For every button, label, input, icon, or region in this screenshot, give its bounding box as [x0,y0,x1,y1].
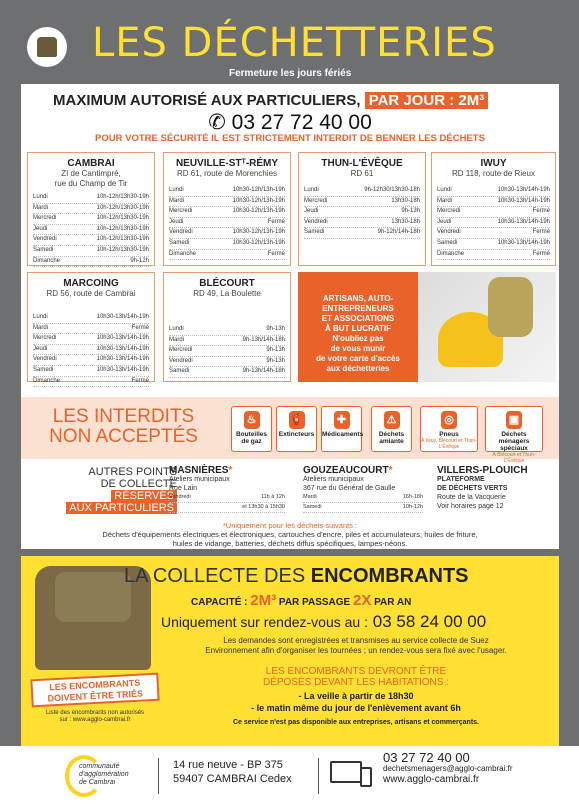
hours-row: Samedi 10h-12h/13h30-19h [33,246,149,257]
forbidden-label: LES INTERDITS NON ACCEPTÉS [49,406,198,447]
collection-title: LA COLLECTE DES ENCOMBRANTS [124,565,469,587]
site-hours [33,193,149,267]
footer [0,746,579,807]
collection-point: MASNIÈRES* Ateliers municipaux Rue Lain Vendredi 11h à 12h et 13h30 à 15h30 [169,466,285,513]
page-title: LES DÉCHETTERIES [92,20,497,66]
hours-row: Mercredi 13h30-18h [304,197,420,208]
capacity-line: CAPACITÉ : 2M³ PAR PASSAGE 2X PAR AN [191,592,412,609]
page-subtitle: Fermeture les jours fériés [229,68,352,79]
divider [318,758,319,794]
service-note: Ce service n'est pas disponible aux entreprises, artisans et commerçants. [233,719,479,726]
sorting-sticker: LES ENCOMBRANTS DOIVENT ÊTRE TRIÉS [30,673,159,708]
hours-row: Mercredi 10h30-12h/13h-19h [169,207,285,218]
hours-row: Dimanche Fermé [437,250,550,261]
hours-row: Mercredi Fermé [437,207,550,218]
site-card-iwuy [431,152,556,266]
phone-number[interactable]: ✆ 03 27 72 40 00 [208,111,372,134]
hours-row: Vendredi 9h-13h [169,357,285,368]
forbidden-item: 🧯 Extincteurs [276,406,317,452]
hours-row: Vendredi 10h30-13h/14h-19h [33,355,149,366]
forbidden-item-icon: ◎ [441,411,457,429]
hours-row: Jeudi 10h30-13h/14h-19h [437,218,550,229]
hours-row: Lundi 9h-12h30/13h30-18h [304,186,420,197]
forbidden-item-icon: ✚ [334,411,350,429]
site-name: NEUVILLE-STᵀ-RÉMY [175,158,279,169]
hours-row: Vendredi 11h à 12h [169,493,285,503]
footer-email[interactable]: dechetsmenagers@agglo-cambrai.fr [383,764,513,773]
site-hours [33,313,149,387]
hours-row: Vendredi 13h30-18h [304,218,420,229]
appointment-phone[interactable]: 03 58 24 00 00 [372,612,487,631]
site-card-bl-court [163,272,291,382]
artisans-notice: ARTISANS, AUTO- ENTREPRENEURS ET ASSOCIATIONS À BUT LUCRATIF N'oubliez pas de vous munir de votre carte d'accès aux déchetteries [298,272,418,382]
hours-row: Lundi 10h30-13h/14h-19h [33,313,149,324]
hours-row: Lundi 10h30-13h/14h-19h [437,186,550,197]
address: 14 rue neuve - BP 375 59407 CAMBRAI Cedex [173,759,292,785]
site-name: BLÉCOURT [199,278,255,289]
site-address: RD 61 [350,169,374,178]
divider [158,758,159,794]
header [0,0,579,84]
contact-info [383,752,513,785]
site-hours [437,186,550,260]
site-address: RD 118, route de Rieux [451,169,535,178]
hours-row: Dimanche 9h-12h [33,257,149,268]
footer-phone[interactable]: 03 27 72 40 00 [383,750,470,765]
forbidden-item: ▣ Déchets ménagers spéciaux À Blécourt et Thun-L'Évêque [485,406,543,452]
forbidden-item: ♨ Bouteilles de gaz [231,406,272,452]
deposit-times: - La veille à partir de 18h30 - le matin même du jour de l'enlèvement avant 6h [251,691,461,713]
hours-row: Dimanche Fermé [169,250,285,261]
hours-row: Mardi 10h-12h/13h30-19h [33,204,149,215]
site-name: IWUY [480,158,507,169]
site-card-marcoing [27,272,155,382]
restricted-waste-note: *Uniquement pour les déchets suivants : Déchets d'équipements électriques et électroniques, cartouches d'encre, piles et accumulateurs, huiles de friture, huiles de vidange, batteries, déchets diffus spécifiques, lampes-néons. [102,521,478,548]
forbidden-item: ⚠ Déchets amiante [371,406,412,452]
site-address: RD 49, La Boulette [193,289,261,298]
requests-text: Les demandes sont enregistrées et transmises au service collecte de Suez Environnement afin d'organiser les tournées ; un rendez-vous sera fixé avec l'usager. [205,636,507,655]
worker-photo [418,272,556,382]
hours-row: Mardi 16h-18h [303,493,423,503]
site-name: THUN-L'ÉVÊQUE [321,158,403,169]
devices-icon [330,761,372,789]
hours-row: Vendredi 10h-12h/13h30-19h [33,235,149,246]
hours-row: Mardi 10h30-12h/13h-19h [169,197,285,208]
hours-row: Samedi 10h30-12h/13h-19h [169,239,285,250]
hours-row: Samedi 9h-12h/14h-18h [304,228,420,239]
max-line: MAXIMUM AUTORISÉ AUX PARTICULIERS, PAR JOUR : 2M³ [53,92,543,109]
site-address: RD 61, route de Morenchies [176,169,278,178]
site-hours [304,186,420,239]
hours-row: Mercredi 10h30-13h/14h-19h [33,334,149,345]
hours-row: Lundi 10h-12h/13h30-19h [33,193,149,204]
other-points-label: AUTRES POINTS DE COLLECTE RÉSERVÉS AUX PARTICULIERS [37,466,177,514]
forbidden-item-icon: ⚠ [384,411,400,429]
forbidden-list-link[interactable]: Liste des encombrants non autorisés sur : www.agglo-cambrai.fr [45,710,145,723]
bulky-collection-section [21,556,559,746]
hours-row: Samedi 10h30-13h/14h-19h [33,366,149,377]
footer-web[interactable]: www.agglo-cambrai.fr [383,774,480,785]
hours-row: Mardi Fermé [33,324,149,335]
appointment-line: Uniquement sur rendez-vous au : 03 58 24 00 00 [161,612,487,631]
site-name: MARCOING [63,278,119,289]
forbidden-item-icon: ♨ [244,411,260,429]
hours-row: Mercredi 9h-13h [169,346,285,357]
site-hours [169,186,285,260]
deposit-notice: LES ENCOMBRANTS DEVRONT ÊTRE DÉPOSÉS DEVANT LES HABITATIONS : [263,666,449,688]
glove-icon [488,277,533,337]
forbidden-item-icon: 🧯 [289,411,305,429]
security-notice: POUR VOTRE SÉCURITÉ IL EST STRICTEMENT INTERDIT DE BENNER LES DÉCHETS [95,133,485,144]
hours-row: et 13h30 à 15h30 [169,503,285,513]
forbidden-item: ◎ Pneus À Iwuy, Blécourt et Thun-L'Évêque [420,406,478,452]
hours-row: Dimanche Fermé [33,377,149,388]
armchair-logo-icon [27,27,67,67]
hours-row: Mardi 9h-13h/14h-18h [169,336,285,347]
forbidden-item: ✚ Médicaments [321,406,362,452]
collection-point: GOUZEAUCOURT* Ateliers municipaux 367 rue du Général de Gaulle Mardi 16h-18h Samedi 10h-12h [303,466,423,513]
hours-row: Vendredi Fermé [437,228,550,239]
site-card-thun-l-v-que [298,152,426,266]
site-card-neuville-st-r-my [163,152,291,266]
max-highlight: PAR JOUR : 2M³ [365,92,489,109]
site-hours [169,325,285,378]
hours-row: Samedi 10h-12h [303,503,423,513]
hours-row: Samedi 10h30-13h/14h-19h [437,239,550,250]
hours-row: Samedi 9h-13h/14h-18h [169,367,285,378]
hours-row: Lundi 9h-13h [169,325,285,336]
main-panel [21,84,559,549]
hours-row: Jeudi 9h-13h [304,207,420,218]
hours-row: Vendredi 10h30-12h/13h-19h [169,228,285,239]
collection-point: VILLERS-PLOUICH PLATEFORME DE DÉCHETS VERTS Route de la Vacquerie Voir horaires page 12 [437,465,528,510]
site-card-cambrai [27,152,155,266]
hours-row: Jeudi Fermé [169,218,285,229]
site-address: RD 56, route de Cambrai [46,289,136,298]
forbidden-items [21,397,559,464]
hours-row: Jeudi 10h-12h/13h30-19h [33,225,149,236]
agglo-logo: communauté d'agglomération de Cambrai [65,755,145,797]
site-name: CAMBRAI [67,158,115,169]
hours-row: Lundi 10h30-12h/13h-19h [169,186,285,197]
hours-row: Mercredi 10h-12h/13h30-19h [33,214,149,225]
hours-row: Mardi 10h30-13h/14h-19h [437,197,550,208]
hours-row: Jeudi 10h30-13h/14h-19h [33,345,149,356]
site-address: ZI de Cantimpré, rue du Champ de Tir [54,169,128,188]
forbidden-item-icon: ▣ [506,411,522,429]
